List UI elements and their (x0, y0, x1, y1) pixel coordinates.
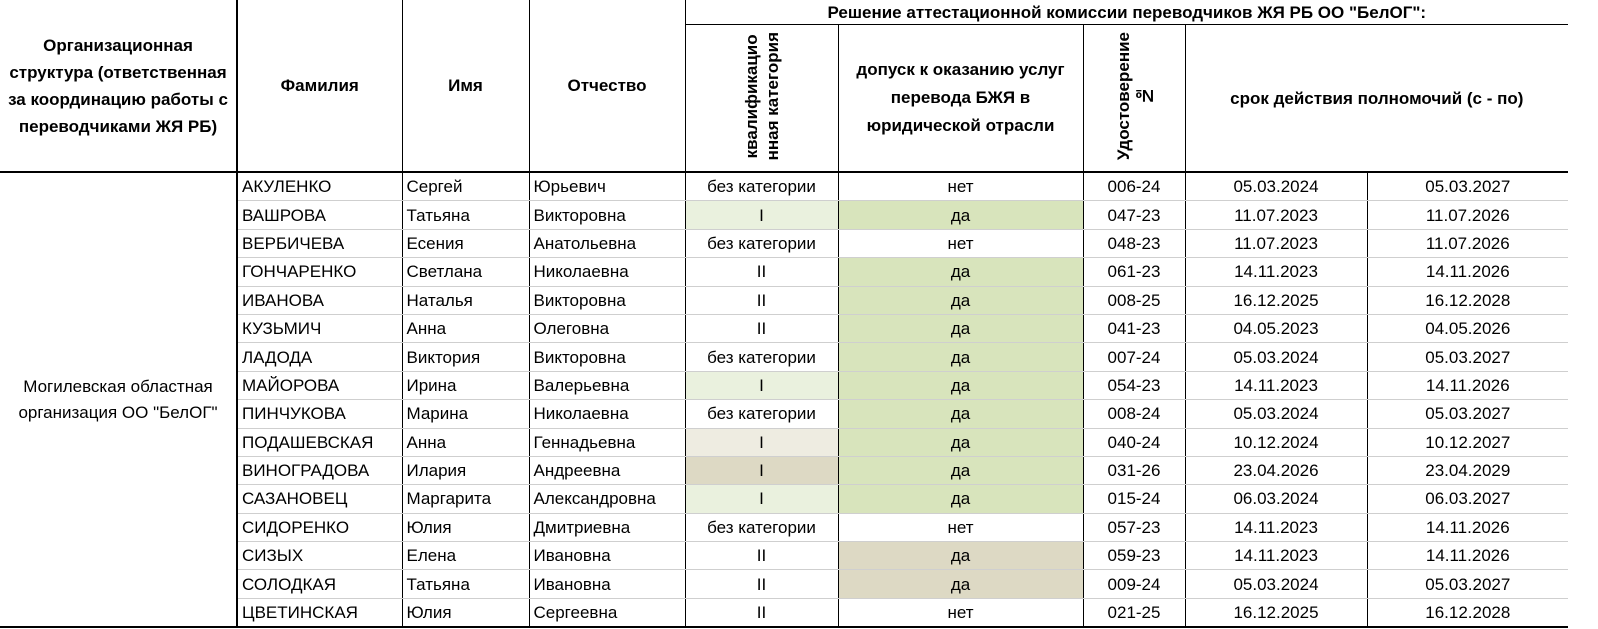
header-admission-label: допуск к оказанию услуг перевода БЖЯ в юридической отрасли (856, 60, 1065, 135)
header-surname: Фамилия (237, 0, 402, 172)
cell-to: 05.03.2027 (1367, 172, 1568, 201)
cell-name: Ирина (402, 371, 529, 399)
cell-admission: да (838, 343, 1083, 371)
cell-surname: ЛАДОДА (237, 343, 402, 371)
cell-surname: ВАШРОВА (237, 201, 402, 229)
cell-to: 05.03.2027 (1367, 570, 1568, 598)
cell-surname: ВИНОГРАДОВА (237, 456, 402, 484)
cell-category: без категории (685, 172, 838, 201)
cell-name: Светлана (402, 258, 529, 286)
cell-name: Елена (402, 542, 529, 570)
cell-category: I (685, 371, 838, 399)
cell-name: Анна (402, 314, 529, 342)
cell-cert: 008-25 (1083, 286, 1185, 314)
header-category (685, 25, 838, 173)
cell-admission: да (838, 258, 1083, 286)
cell-category: II (685, 542, 838, 570)
cell-patronymic: Александровна (529, 485, 685, 513)
cell-name: Юлия (402, 598, 529, 627)
cell-category: II (685, 286, 838, 314)
cell-to: 16.12.2028 (1367, 286, 1568, 314)
cell-name: Татьяна (402, 570, 529, 598)
cell-patronymic: Викторовна (529, 286, 685, 314)
header-certificate (1083, 25, 1185, 173)
cell-from: 14.11.2023 (1185, 258, 1367, 286)
cell-admission: нет (838, 172, 1083, 201)
cell-to: 14.11.2026 (1367, 258, 1568, 286)
cell-cert: 059-23 (1083, 542, 1185, 570)
cell-to: 04.05.2026 (1367, 314, 1568, 342)
cell-surname: ИВАНОВА (237, 286, 402, 314)
cell-surname: СОЛОДКАЯ (237, 570, 402, 598)
cell-cert: 047-23 (1083, 201, 1185, 229)
cell-category: без категории (685, 343, 838, 371)
cell-category: II (685, 314, 838, 342)
cell-admission: да (838, 570, 1083, 598)
cell-surname: СИЗЫХ (237, 542, 402, 570)
cell-from: 14.11.2023 (1185, 542, 1367, 570)
cell-name: Виктория (402, 343, 529, 371)
cell-patronymic: Геннадьевна (529, 428, 685, 456)
cell-surname: ГОНЧАРЕНКО (237, 258, 402, 286)
cell-to: 06.03.2027 (1367, 485, 1568, 513)
cell-patronymic: Анатольевна (529, 229, 685, 257)
header-commission: Решение аттестационной комиссии переводчиков ЖЯ РБ ОО "БелОГ": (685, 0, 1568, 25)
cell-category: I (685, 428, 838, 456)
cell-from: 10.12.2024 (1185, 428, 1367, 456)
cell-from: 11.07.2023 (1185, 201, 1367, 229)
cell-cert: 006-24 (1083, 172, 1185, 201)
cell-cert: 041-23 (1083, 314, 1185, 342)
cell-name: Юлия (402, 513, 529, 541)
cell-patronymic: Викторовна (529, 201, 685, 229)
header-name: Имя (402, 0, 529, 172)
cell-to: 23.04.2029 (1367, 456, 1568, 484)
cell-cert: 009-24 (1083, 570, 1185, 598)
cell-category: без категории (685, 229, 838, 257)
cell-admission: да (838, 400, 1083, 428)
cell-cert: 021-25 (1083, 598, 1185, 627)
cell-from: 05.03.2024 (1185, 343, 1367, 371)
cell-from: 06.03.2024 (1185, 485, 1367, 513)
cell-admission: да (838, 314, 1083, 342)
cell-surname: СИДОРЕНКО (237, 513, 402, 541)
cell-patronymic: Олеговна (529, 314, 685, 342)
cell-name: Сергей (402, 172, 529, 201)
cell-name: Анна (402, 428, 529, 456)
cell-name: Марина (402, 400, 529, 428)
cell-to: 14.11.2026 (1367, 542, 1568, 570)
cell-from: 04.05.2023 (1185, 314, 1367, 342)
cell-admission: да (838, 456, 1083, 484)
cell-cert: 015-24 (1083, 485, 1185, 513)
header-patronymic: Отчество (529, 0, 685, 172)
cell-cert: 040-24 (1083, 428, 1185, 456)
cell-cert: 061-23 (1083, 258, 1185, 286)
cell-admission: да (838, 371, 1083, 399)
cell-admission: да (838, 428, 1083, 456)
cell-surname: КУЗЬМИЧ (237, 314, 402, 342)
cell-name: Татьяна (402, 201, 529, 229)
cell-from: 14.11.2023 (1185, 513, 1367, 541)
cell-surname: ЦВЕТИНСКАЯ (237, 598, 402, 627)
cell-patronymic: Дмитриевна (529, 513, 685, 541)
cell-admission: да (838, 542, 1083, 570)
cell-to: 05.03.2027 (1367, 343, 1568, 371)
cell-from: 23.04.2026 (1185, 456, 1367, 484)
cell-surname: САЗАНОВЕЦ (237, 485, 402, 513)
cell-cert: 007-24 (1083, 343, 1185, 371)
cell-admission: да (838, 286, 1083, 314)
cell-cert: 048-23 (1083, 229, 1185, 257)
cell-to: 14.11.2026 (1367, 513, 1568, 541)
cell-patronymic: Николаевна (529, 258, 685, 286)
header-category-label: квалификацио нная категория (741, 31, 782, 161)
cell-patronymic: Андреевна (529, 456, 685, 484)
header-org (0, 0, 237, 172)
cell-patronymic: Юрьевич (529, 172, 685, 201)
organization-cell: Могилевская областная организация ОО "БелОГ" (0, 172, 237, 627)
cell-admission: нет (838, 598, 1083, 627)
cell-from: 05.03.2024 (1185, 400, 1367, 428)
cell-to: 16.12.2028 (1367, 598, 1568, 627)
cell-from: 16.12.2025 (1185, 598, 1367, 627)
cell-from: 05.03.2024 (1185, 570, 1367, 598)
cell-cert: 057-23 (1083, 513, 1185, 541)
cell-patronymic: Ивановна (529, 542, 685, 570)
cell-to: 14.11.2026 (1367, 371, 1568, 399)
cell-category: без категории (685, 513, 838, 541)
cell-patronymic: Николаевна (529, 400, 685, 428)
cell-name: Наталья (402, 286, 529, 314)
table-row (0, 172, 1568, 201)
cell-category: II (685, 258, 838, 286)
cell-name: Маргарита (402, 485, 529, 513)
cell-cert: 031-26 (1083, 456, 1185, 484)
cell-admission: да (838, 201, 1083, 229)
cell-cert: 054-23 (1083, 371, 1185, 399)
table-body (0, 172, 1568, 627)
header-term: срок действия полномочий (с - по) (1185, 25, 1568, 173)
cell-patronymic: Викторовна (529, 343, 685, 371)
header-admission (838, 25, 1083, 173)
cell-from: 16.12.2025 (1185, 286, 1367, 314)
cell-surname: ВЕРБИЧЕВА (237, 229, 402, 257)
cell-category: II (685, 598, 838, 627)
cell-category: I (685, 201, 838, 229)
header-org-label: Организационная структура (ответственная за координацию работы с переводчиками ЖЯ РБ) (8, 35, 228, 136)
cell-admission: да (838, 485, 1083, 513)
cell-admission: нет (838, 229, 1083, 257)
cell-from: 14.11.2023 (1185, 371, 1367, 399)
cell-admission: нет (838, 513, 1083, 541)
cell-category: I (685, 456, 838, 484)
cell-patronymic: Валерьевна (529, 371, 685, 399)
cell-to: 10.12.2027 (1367, 428, 1568, 456)
cell-category: II (685, 570, 838, 598)
cell-to: 05.03.2027 (1367, 400, 1568, 428)
cell-patronymic: Ивановна (529, 570, 685, 598)
cell-category: I (685, 485, 838, 513)
cell-patronymic: Сергеевна (529, 598, 685, 627)
cell-from: 11.07.2023 (1185, 229, 1367, 257)
header-certificate-label: Удостоверение № (1114, 31, 1154, 161)
cell-surname: МАЙОРОВА (237, 371, 402, 399)
cell-to: 11.07.2026 (1367, 229, 1568, 257)
cell-name: Илария (402, 456, 529, 484)
cell-surname: АКУЛЕНКО (237, 172, 402, 201)
cell-surname: ПОДАШЕВСКАЯ (237, 428, 402, 456)
cell-to: 11.07.2026 (1367, 201, 1568, 229)
cell-cert: 008-24 (1083, 400, 1185, 428)
cell-category: без категории (685, 400, 838, 428)
cell-surname: ПИНЧУКОВА (237, 400, 402, 428)
cell-name: Есения (402, 229, 529, 257)
cell-from: 05.03.2024 (1185, 172, 1367, 201)
